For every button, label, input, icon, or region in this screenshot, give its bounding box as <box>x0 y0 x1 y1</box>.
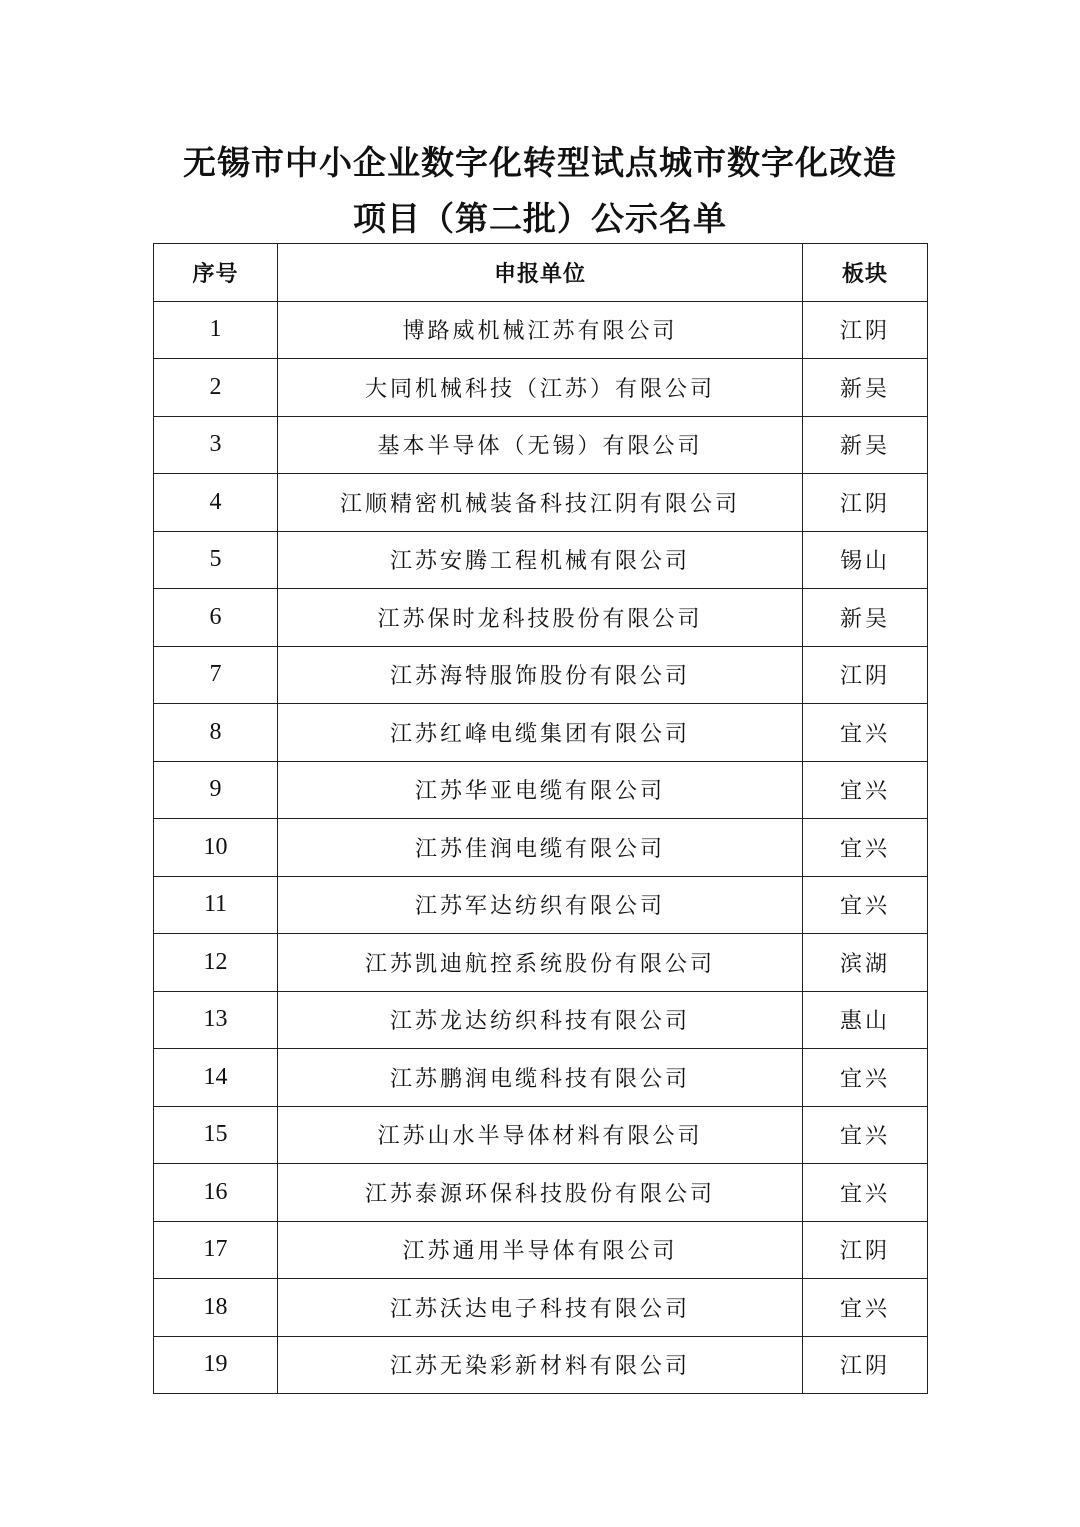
row-unit: 江苏保时龙科技股份有限公司 <box>278 589 803 647</box>
row-unit: 大同机械科技（江苏）有限公司 <box>278 359 803 417</box>
row-unit: 江顺精密机械装备科技江阴有限公司 <box>278 474 803 532</box>
table-row <box>154 1221 928 1279</box>
row-unit: 江苏山水半导体材料有限公司 <box>278 1106 803 1164</box>
row-area: 宜兴 <box>803 1164 928 1222</box>
row-index: 19 <box>154 1336 278 1394</box>
table-row <box>154 1049 928 1107</box>
row-unit: 江苏军达纺织有限公司 <box>278 876 803 934</box>
row-index: 4 <box>154 474 278 532</box>
row-index: 7 <box>154 646 278 704</box>
row-area: 宜兴 <box>803 1049 928 1107</box>
row-area: 江阴 <box>803 1336 928 1394</box>
table-row <box>154 416 928 474</box>
row-index: 3 <box>154 416 278 474</box>
table-row <box>154 761 928 819</box>
row-index: 5 <box>154 531 278 589</box>
table-row <box>154 934 928 992</box>
row-unit: 江苏佳润电缆有限公司 <box>278 819 803 877</box>
row-unit: 江苏泰源环保科技股份有限公司 <box>278 1164 803 1222</box>
table-row <box>154 1336 928 1394</box>
row-index: 8 <box>154 704 278 762</box>
row-area: 江阴 <box>803 474 928 532</box>
row-area: 宜兴 <box>803 704 928 762</box>
row-unit: 江苏海特服饰股份有限公司 <box>278 646 803 704</box>
row-unit: 基本半导体（无锡）有限公司 <box>278 416 803 474</box>
table-row <box>154 876 928 934</box>
row-index: 10 <box>154 819 278 877</box>
table-row <box>154 531 928 589</box>
table-header-row <box>154 244 928 302</box>
row-index: 17 <box>154 1221 278 1279</box>
row-index: 13 <box>154 991 278 1049</box>
table-row <box>154 704 928 762</box>
row-unit: 江苏通用半导体有限公司 <box>278 1221 803 1279</box>
row-unit: 江苏沃达电子科技有限公司 <box>278 1279 803 1337</box>
table-row <box>154 646 928 704</box>
document-title-line2: 项目（第二批）公示名单 <box>353 199 727 238</box>
row-index: 16 <box>154 1164 278 1222</box>
table-row <box>154 991 928 1049</box>
row-index: 12 <box>154 934 278 992</box>
row-unit: 江苏龙达纺织科技有限公司 <box>278 991 803 1049</box>
document-title-line1: 无锡市中小企业数字化转型试点城市数字化改造 <box>183 143 897 182</box>
header-index: 序号 <box>154 244 278 302</box>
row-area: 宜兴 <box>803 761 928 819</box>
table-row <box>154 1164 928 1222</box>
table-row <box>154 1279 928 1337</box>
table-row <box>154 301 928 359</box>
row-area: 江阴 <box>803 646 928 704</box>
row-unit: 江苏华亚电缆有限公司 <box>278 761 803 819</box>
table-row <box>154 589 928 647</box>
row-area: 宜兴 <box>803 819 928 877</box>
row-unit: 江苏凯迪航控系统股份有限公司 <box>278 934 803 992</box>
row-index: 2 <box>154 359 278 417</box>
row-area: 滨湖 <box>803 934 928 992</box>
row-area: 新吴 <box>803 589 928 647</box>
row-index: 18 <box>154 1279 278 1337</box>
row-area: 宜兴 <box>803 876 928 934</box>
row-area: 惠山 <box>803 991 928 1049</box>
row-area: 新吴 <box>803 359 928 417</box>
row-unit: 江苏红峰电缆集团有限公司 <box>278 704 803 762</box>
table-row <box>154 1106 928 1164</box>
table-row <box>154 474 928 532</box>
row-area: 江阴 <box>803 1221 928 1279</box>
row-index: 6 <box>154 589 278 647</box>
row-area: 锡山 <box>803 531 928 589</box>
row-index: 15 <box>154 1106 278 1164</box>
row-index: 1 <box>154 301 278 359</box>
row-area: 江阴 <box>803 301 928 359</box>
header-area: 板块 <box>803 244 928 302</box>
row-area: 新吴 <box>803 416 928 474</box>
row-area: 宜兴 <box>803 1106 928 1164</box>
row-unit: 博路威机械江苏有限公司 <box>278 301 803 359</box>
row-unit: 江苏鹏润电缆科技有限公司 <box>278 1049 803 1107</box>
row-area: 宜兴 <box>803 1279 928 1337</box>
table-row <box>154 819 928 877</box>
header-unit: 申报单位 <box>278 244 803 302</box>
row-unit: 江苏安腾工程机械有限公司 <box>278 531 803 589</box>
row-index: 9 <box>154 761 278 819</box>
row-index: 14 <box>154 1049 278 1107</box>
company-list-table <box>153 243 928 1394</box>
table-row <box>154 359 928 417</box>
row-unit: 江苏无染彩新材料有限公司 <box>278 1336 803 1394</box>
row-index: 11 <box>154 876 278 934</box>
